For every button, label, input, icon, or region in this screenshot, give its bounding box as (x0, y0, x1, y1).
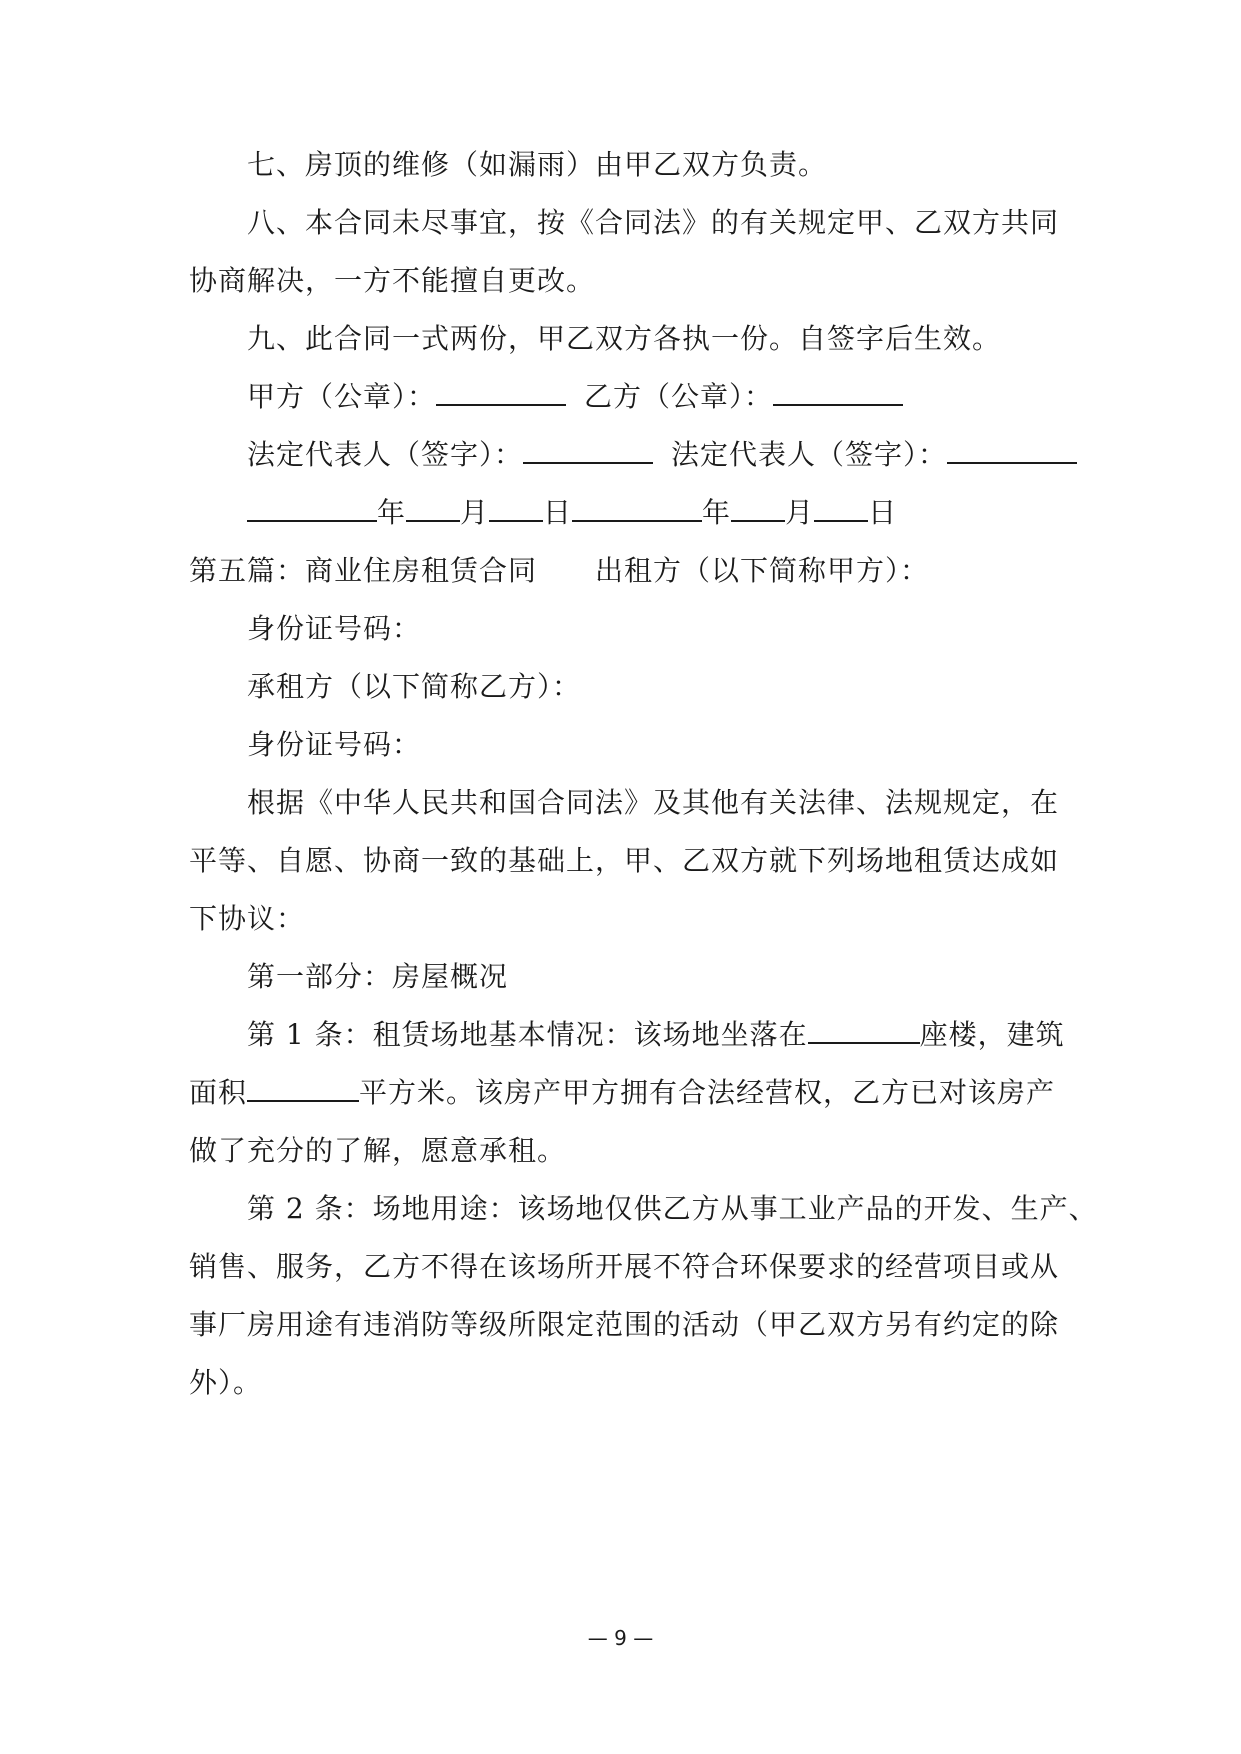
article-2-line-2: 销售、服务，乙方不得在该场所开展不符合环保要求的经营项目或从 (189, 1250, 1060, 1283)
clause-8-line-2: 协商解决，一方不能擅自更改。 (189, 264, 596, 297)
representative-line (247, 435, 1077, 475)
lessor-label: 出租方（以下简称甲方）： (595, 554, 930, 587)
lessor-id-number: 身份证号码： (247, 612, 422, 645)
seal-line (247, 377, 903, 417)
day-b-label: 日 (868, 496, 898, 529)
month-a-label: 月 (460, 496, 490, 529)
article-2-line-1: 第 2 条：场地用途：该场地仅供乙方从事工业产品的开发、生产、 (247, 1192, 1098, 1225)
rep-a-label: 法定代表人（签字）： (247, 438, 524, 471)
day-a-label: 日 (543, 496, 573, 529)
article-1-line-1 (247, 1015, 1065, 1055)
party-b-seal-label: 乙方（公章）： (584, 380, 774, 413)
article-1-line-3: 做了充分的了解，愿意承租。 (189, 1134, 567, 1167)
page-number: — 9 — (587, 1626, 654, 1650)
month-a-blank (406, 494, 460, 522)
article-1-after-blank: 座楼，建筑 (919, 1018, 1065, 1051)
rep-a-blank (523, 436, 653, 464)
article-2-line-4: 外）。 (189, 1366, 263, 1399)
year-b-blank (572, 494, 702, 522)
preamble-line-2: 平等、自愿、协商一致的基础上，甲、乙双方就下列场地租赁达成如 (189, 844, 1060, 877)
preamble-line-3: 下协议： (189, 902, 306, 935)
month-b-blank (731, 494, 785, 522)
article-1-area-prefix: 面积 (189, 1076, 248, 1109)
preamble-line-1: 根据《中华人民共和国合同法》及其他有关法律、法规规定，在 (247, 786, 1060, 819)
article-1-area-after: 平方米。该房产甲方拥有合法经营权，乙方已对该房产 (359, 1076, 1056, 1109)
party-a-seal-label: 甲方（公章）： (247, 380, 437, 413)
year-a-blank (247, 494, 377, 522)
rep-b-label: 法定代表人（签字）： (671, 438, 948, 471)
article-1-prefix: 第 1 条：租赁场地基本情况：该场地坐落在 (247, 1018, 808, 1051)
party-b-seal-blank (773, 378, 903, 406)
part-1-heading: 第一部分：房屋概况 (247, 960, 509, 993)
date-line (247, 493, 897, 533)
chapter-5-title: 第五篇：商业住房租赁合同 (189, 554, 538, 587)
area-blank (247, 1074, 359, 1102)
clause-8-line-1: 八、本合同未尽事宜，按《合同法》的有关规定甲、乙双方共同 (247, 206, 1060, 239)
article-1-line-2 (189, 1073, 1055, 1113)
year-a-label: 年 (377, 496, 407, 529)
lessee-label: 承租方（以下简称乙方）： (247, 670, 582, 703)
year-b-label: 年 (702, 496, 732, 529)
chapter-5-heading-line (189, 551, 929, 591)
rep-b-blank (947, 436, 1077, 464)
building-blank (808, 1016, 920, 1044)
party-a-seal-blank (436, 378, 566, 406)
day-a-blank (489, 494, 543, 522)
day-b-blank (814, 494, 868, 522)
clause-7: 七、房顶的维修（如漏雨）由甲乙双方负责。 (247, 148, 828, 181)
lessee-id-number: 身份证号码： (247, 728, 422, 761)
clause-9: 九、此合同一式两份，甲乙双方各执一份。自签字后生效。 (247, 322, 1002, 355)
month-b-label: 月 (785, 496, 815, 529)
article-2-line-3: 事厂房用途有违消防等级所限定范围的活动（甲乙双方另有约定的除 (189, 1308, 1060, 1341)
